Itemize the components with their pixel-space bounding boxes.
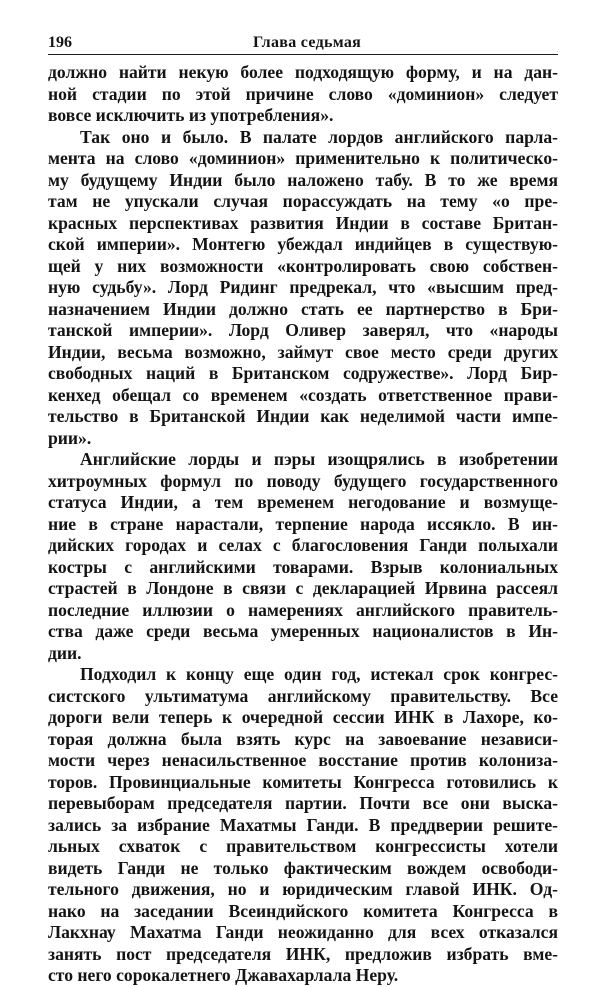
text-line: щей у них возможности «контролировать свою собствен- xyxy=(48,255,558,276)
text-line: видеть Ганди не только фактическим вождем освободи- xyxy=(48,857,558,878)
text-line: нако на заседании Всеиндийского комитета Конгресса в xyxy=(48,900,558,921)
text-line: Индии, весьма возможно, займут свое место среди других xyxy=(48,341,558,362)
text-line: Подходил к концу еще один год, истекал срок конгрес- xyxy=(80,664,558,684)
text-line: кенхед обещал со временем «создать ответственное прави- xyxy=(48,384,558,405)
text-line: хитроумных формул по поводу будущего государственного xyxy=(48,470,558,491)
paragraph xyxy=(48,62,558,127)
text-line: торов. Провинциальные комитеты Конгресса готовились к xyxy=(48,771,558,792)
page-number: 196 xyxy=(48,34,72,51)
text-line: должно найти некую более подходящую форму, и на дан- xyxy=(48,62,558,82)
paragraph xyxy=(48,664,558,987)
text-line: статуса Индии, а тем временем негодование и возмуще- xyxy=(48,492,558,512)
chapter-title: Глава седьмая xyxy=(253,34,362,51)
text-line: вовсе исключить из употребления». xyxy=(48,105,334,125)
text-line: ской империи». Монтегю убеждал индийцев в существую- xyxy=(48,234,558,254)
text-line: перевыборам председателя партии. Почти все они выска- xyxy=(48,793,558,813)
text-line: тельство в Британской Индии как неделимой части импе- xyxy=(48,406,558,426)
text-line: страстей в Лондоне в связи с декларацией Ирвина рассеял xyxy=(48,578,558,598)
body-text xyxy=(48,62,558,987)
text-line: систского ультиматума английскому правительству. Все xyxy=(48,685,558,706)
text-line: ние в стране нарастали, терпение народа иссякло. В ин- xyxy=(48,513,558,534)
paragraph xyxy=(48,449,558,664)
text-line: там не упускали случая порассуждать на тему «о пре- xyxy=(48,191,558,211)
text-line: сто него сорокалетнего Джавахарлала Неру. xyxy=(48,965,399,985)
text-line: красных перспективах развития Индии в составе Британ- xyxy=(48,212,558,233)
text-line: костры с английскими товарами. Взрыв колониальных xyxy=(48,556,558,577)
text-line: назначением Индии должно стать ее партнерство в Бри- xyxy=(48,298,558,319)
text-line: танской империи». Лорд Оливер заверял, что «народы xyxy=(48,320,558,340)
text-line: мента на слово «доминион» применительно к политическо- xyxy=(48,148,558,168)
text-line: ства даже среди весьма умеренных националистов в Ин- xyxy=(48,621,558,641)
text-line: Лакхнау Махатма Ганди неожиданно для всех отказался xyxy=(48,922,558,942)
text-line: последние иллюзии о намерениях английского правитель- xyxy=(48,599,558,620)
text-line: тельного движения, но и юридическим главой ИНК. Од- xyxy=(48,879,558,899)
text-line: дороги вели теперь к очередной сессии ИНК в Лахоре, ко- xyxy=(48,707,558,727)
text-line: рии». xyxy=(48,427,92,448)
text-line: занять пост председателя ИНК, предложив избрать вме- xyxy=(48,943,558,964)
text-line: Английские лорды и пэры изощрялись в изобретении xyxy=(80,449,558,469)
text-line: зались за избрание Махатмы Ганди. В преддверии решите- xyxy=(48,814,558,835)
text-line: ной стадии по этой причине слово «доминион» следует xyxy=(48,83,558,104)
text-line: Так оно и было. В палате лордов английского парла- xyxy=(80,126,558,147)
page-header xyxy=(48,34,558,55)
text-line: му будущему Индии было наложено табу. В то же время xyxy=(48,169,558,190)
text-line: дийских городах и селах с благословения Ганди полыхали xyxy=(48,535,558,555)
book-page xyxy=(48,34,558,987)
paragraph xyxy=(48,127,558,450)
text-line: мости через ненасильственное восстание против колониза- xyxy=(48,750,558,770)
text-line: льных схваток с правительством конгрессисты хотели xyxy=(48,836,558,856)
text-line: торая должна была взять курс на завоевание независи- xyxy=(48,728,558,749)
text-line: свободных наций в Британском содружестве». Лорд Бир- xyxy=(48,363,558,383)
text-line: ную судьбу». Лорд Ридинг предрекал, что «высшим пред- xyxy=(48,277,558,297)
text-line: дии. xyxy=(48,642,82,663)
